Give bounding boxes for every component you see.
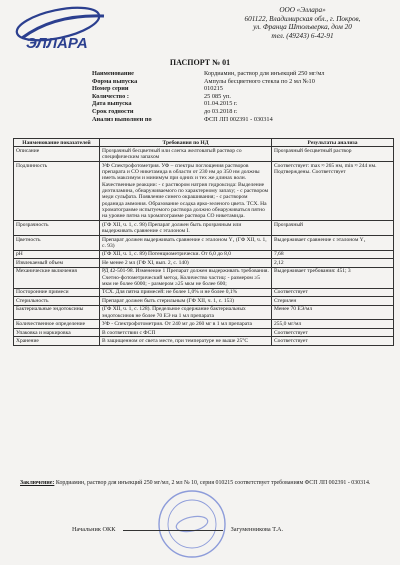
row-result: 2,12 — [272, 259, 394, 267]
row-result: Выдерживает требования: 451; 3 — [272, 267, 394, 288]
conclusion — [20, 480, 390, 487]
meta-key: Наименование — [92, 70, 134, 77]
row-requirement: (ГФ XII, ч. 1, с. 89) Потенциометрически. От 6,0 до 8,0 — [100, 250, 272, 258]
signature-block — [72, 526, 372, 533]
row-indicator: Цветность — [14, 235, 100, 250]
meta-value: Ампулы бесцветного стекла по 2 мл №10 — [204, 77, 315, 85]
meta-row — [92, 78, 324, 86]
row-requirement: УФ - Спектрофотометрия. От 240 мг до 260 мг в 1 мл препарата — [100, 320, 272, 328]
row-result: Прозрачный бесцветный раствор — [272, 147, 394, 162]
company-address-line-1: 601122, Владимирская обл., г. Покров, — [244, 14, 361, 23]
row-requirement: (ГФ XII, ч. 1, с. 128). Предельное содержание бактериальных эндотоксинов не более 70 ЕЭ на 1 мл препарата — [100, 305, 272, 320]
table-row — [14, 259, 394, 267]
meta-row — [92, 100, 324, 108]
row-result: Соответствует — [272, 337, 394, 345]
row-requirement: Не менее 2 мл (ГФ XI, вып. 2, с. 140) — [100, 259, 272, 267]
row-result: 7,68 — [272, 250, 394, 258]
row-requirement: Препарат должен выдерживать сравнение с эталоном Y₁ (ГФ XII, ч. 1, с. 93) — [100, 235, 272, 250]
row-indicator: Хранение — [14, 337, 100, 345]
table-row — [14, 250, 394, 258]
row-requirement: УФ Спектрофотометрия. УФ – спектры поглощения растворов препарата и СО никетамида в области от 230 нм до 350 нм должны иметь максимум и минимум при одних и тех же длинах волн. Качественные реакции: - с раствором натрия гидроксида: Выделение диэтиламина, обнаруживаемого по характерному запаху; - с раствором меди сульфата. Появление синего окрашивания; - с раствором роданида аммония. Образование осадка ярко-зеленого цвета. ТСХ. На хроматограмме испытуемого раствора должно обнаруживаться пятно на уровне пятна на хроматограмме раствора СО никетамида. — [100, 162, 272, 221]
header-results: Результаты анализа — [272, 139, 394, 147]
row-indicator: Количественное определение — [14, 320, 100, 328]
table-row — [14, 328, 394, 336]
company-logo — [14, 4, 134, 52]
company-header — [210, 6, 395, 40]
row-result: Стерилен — [272, 297, 394, 305]
row-result: Менее 70 ЕЭ/мл — [272, 305, 394, 320]
row-indicator: Извлекаемый объем — [14, 259, 100, 267]
table-row — [14, 288, 394, 296]
table-row — [14, 162, 394, 221]
meta-row — [92, 116, 324, 124]
meta-key: Дата выпуска — [92, 100, 132, 108]
meta-value: ФСП ЛП 002391 - 030314 — [204, 115, 273, 123]
table-row — [14, 267, 394, 288]
signature-line — [123, 530, 223, 531]
row-result: Соответствует — [272, 288, 394, 296]
conclusion-text: Кордиамин, раствор для инъекций 250 мг/мл, 2 мл № 10, серия 010215 соответствует требованиям ФСП ЛП 002391 - 030314. — [55, 480, 371, 486]
meta-key: Анализ выполнен по — [92, 115, 152, 123]
row-requirement: В соответствии с ФСП — [100, 328, 272, 336]
row-result: Прозрачный — [272, 221, 394, 236]
row-requirement: РД 42-501-98. Изменение 1 Препарат должен выдерживать требования. Счетно-фотометрический метод. Количество частиц: - размером ≥5 мкм не более 6000; - размером ≥25 мкм не более 600; — [100, 267, 272, 288]
row-requirement: Препарат должен быть стерильным (ГФ XII, ч. 1, с. 153) — [100, 297, 272, 305]
row-result: Соответствует: max ≈ 265 нм, min ≈ 244 нм. Подтверждены. Соответствует — [272, 162, 394, 221]
meta-row — [92, 70, 324, 78]
meta-key: Срок годности — [92, 107, 134, 115]
meta-key: Номер серии — [92, 85, 129, 93]
table-row — [14, 221, 394, 236]
row-requirement: ТСХ. Для пятна примесей: не более 1,0% и не более 0,1% — [100, 288, 272, 296]
row-indicator: pH — [14, 250, 100, 258]
table-row — [14, 147, 394, 162]
row-indicator: Прозрачность — [14, 221, 100, 236]
table-row — [14, 337, 394, 345]
meta-value: 25 085 уп. — [204, 92, 231, 100]
meta-row — [92, 108, 324, 116]
row-indicator: Бактериальные эндотоксины — [14, 305, 100, 320]
company-stamp — [156, 488, 228, 560]
table-row — [14, 320, 394, 328]
meta-key: Количество : — [92, 92, 129, 100]
row-indicator: Стерильность — [14, 297, 100, 305]
header-indicator: Наименование показателей — [14, 139, 100, 147]
meta-value: 010215 — [204, 85, 223, 93]
meta-value: Кордиамин, раствор для инъекций 250 мг/мл — [204, 70, 325, 77]
product-meta — [92, 70, 324, 123]
table-row — [14, 235, 394, 250]
row-result: 255,0 мг/мл — [272, 320, 394, 328]
row-indicator: Упаковка и маркировка — [14, 328, 100, 336]
row-requirement: В защищенном от света месте, при температуре не выше 25°С — [100, 337, 272, 345]
company-address-line-2: ул. Франца Штольверка, дом 20 — [253, 23, 352, 32]
conclusion-label: Заключение: — [20, 480, 55, 486]
signer-title: Начальник ОКК — [72, 526, 116, 533]
meta-row — [92, 93, 324, 101]
header-requirements: Требования по НД — [100, 139, 272, 147]
row-requirement: (ГФ XII, ч. 1, с. 98) Препарат должен быть прозрачным или выдерживать сравнение с эталоном I. — [100, 221, 272, 236]
row-indicator: Подлинность — [14, 162, 100, 221]
table-header-row — [14, 139, 394, 147]
company-name: ООО «Эллара» — [279, 6, 326, 14]
meta-value: 01.04.2015 г. — [204, 100, 238, 108]
row-indicator: Описание — [14, 147, 100, 162]
meta-key: Форма выпуска — [92, 77, 138, 85]
table-row — [14, 305, 394, 320]
logo-text: ЭЛЛАРА — [26, 35, 88, 52]
meta-row — [92, 85, 324, 93]
meta-value: до 03.2018 г. — [204, 107, 238, 115]
table-row — [14, 297, 394, 305]
row-indicator: Механические включения — [14, 267, 100, 288]
company-phone: тел. (49243) 6-42-91 — [271, 31, 334, 40]
row-indicator: Посторонние примеси — [14, 288, 100, 296]
row-requirement: Прозрачный бесцветный или слегка желтоватый раствор со специфическим запахом — [100, 147, 272, 162]
passport-title: ПАСПОРТ № 01 — [169, 58, 231, 67]
analysis-table — [13, 138, 394, 346]
signer-name: Загуменникова Т.А. — [230, 526, 284, 533]
row-result: Соответствует — [272, 328, 394, 336]
row-result: Выдерживает сравнение с эталоном Y₁ — [272, 235, 394, 250]
